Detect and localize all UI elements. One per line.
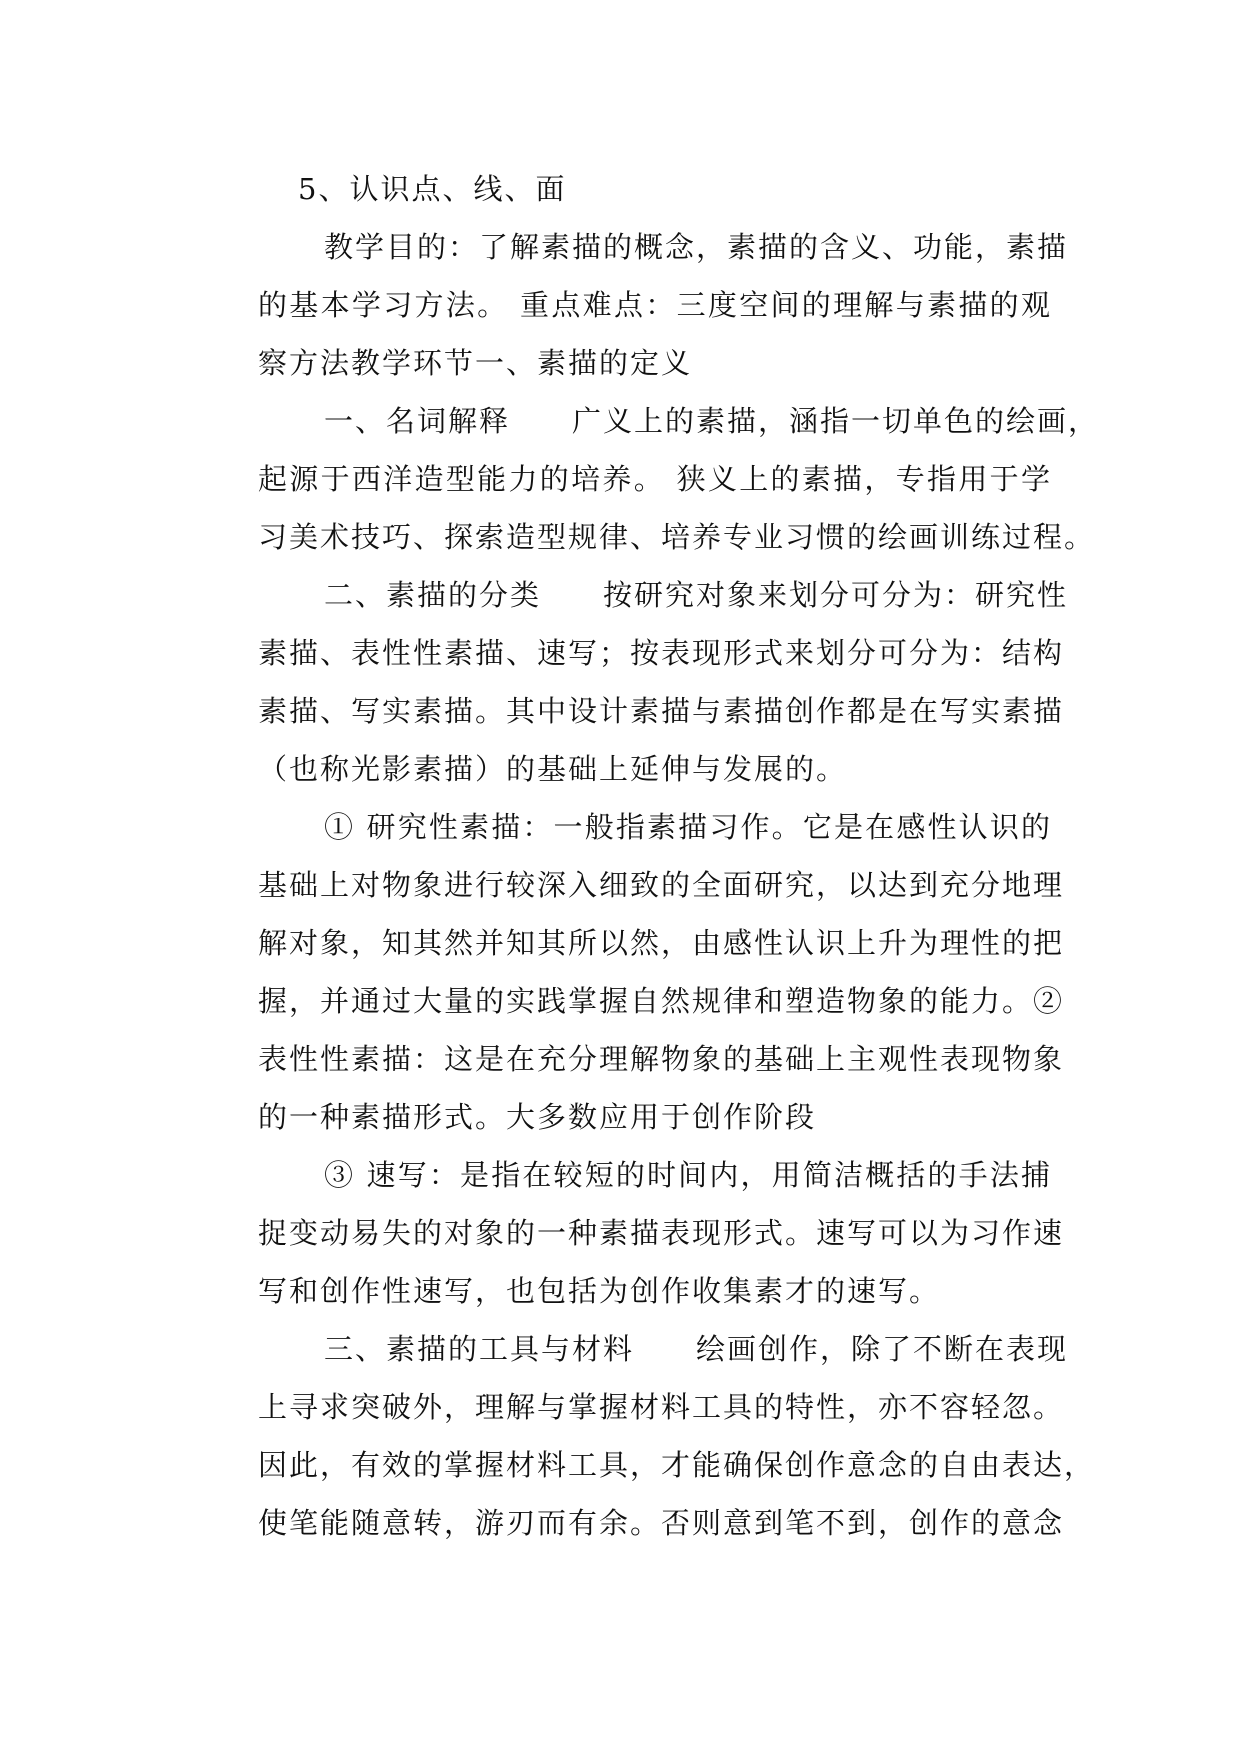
text-line: 素描、表性性素描、速写；按表现形式来划分可分为：结构 [258,636,1065,670]
text-line: 的一种素描形式。大多数应用于创作阶段 [258,1100,817,1134]
text-line: 捉变动易失的对象的一种素描表现形式。速写可以为习作速 [258,1216,1065,1250]
paragraph-objectives [192,218,1069,392]
text-line: 习美术技巧、探索造型规律、培养专业习惯的绘画训练过程。 [258,520,1096,554]
text-line: 的基本学习方法。 重点难点：三度空间的理解与素描的观 [258,288,1052,322]
text-line: 解对象，知其然并知其所以然，由感性认识上升为理性的把 [258,926,1065,960]
text-line: 写和创作性速写，也包括为创作收集素才的速写。 [258,1274,941,1308]
text-line: 察方法教学环节一、素描的定义 [258,346,693,380]
paragraph-research-sketch [192,798,1065,1146]
text-line: 表性性素描：这是在充分理解物象的基础上主观性表现物象 [258,1042,1065,1076]
paragraph-classification [192,566,1069,798]
text-line: 使笔能随意转，游刃而有余。否则意到笔不到，创作的意念 [258,1506,1065,1540]
section-heading [192,160,1052,218]
paragraph-quick-sketch [192,1146,1065,1320]
text-line: ① 研究性素描：一般指素描习作。它是在感性认识的 [324,810,1052,844]
paragraph-tools [192,1320,1096,1552]
text-line: 基础上对物象进行较深入细致的全面研究，以达到充分地理 [258,868,1065,902]
text-line: 握，并通过大量的实践掌握自然规律和塑造物象的能力。② [258,984,1065,1018]
text-line: 教学目的：了解素描的概念，素描的含义、功能，素描 [324,230,1069,264]
document-body [192,160,1100,1552]
text-line: 二、素描的分类 按研究对象来划分可分为：研究性 [324,578,1069,612]
text-line: 三、素描的工具与材料 绘画创作，除了不断在表现 [324,1332,1069,1366]
text-line: （也称光影素描）的基础上延伸与发展的。 [258,752,848,786]
paragraph-definition [192,392,1100,566]
text-line: 一、名词解释 广义上的素描，涵指一切单色的绘画， [324,404,1100,438]
text-line: 素描、写实素描。其中设计素描与素描创作都是在写实素描 [258,694,1065,728]
text-line: 因此，有效的掌握材料工具，才能确保创作意念的自由表达， [258,1448,1096,1482]
text-line: 起源于西洋造型能力的培养。 狭义上的素描，专指用于学 [258,462,1052,496]
text-line: 上寻求突破外，理解与掌握材料工具的特性，亦不容轻忽。 [258,1390,1065,1424]
heading-line: 5、认识点、线、面 [298,172,567,206]
text-line: ③ 速写：是指在较短的时间内，用简洁概括的手法捕 [324,1158,1052,1192]
